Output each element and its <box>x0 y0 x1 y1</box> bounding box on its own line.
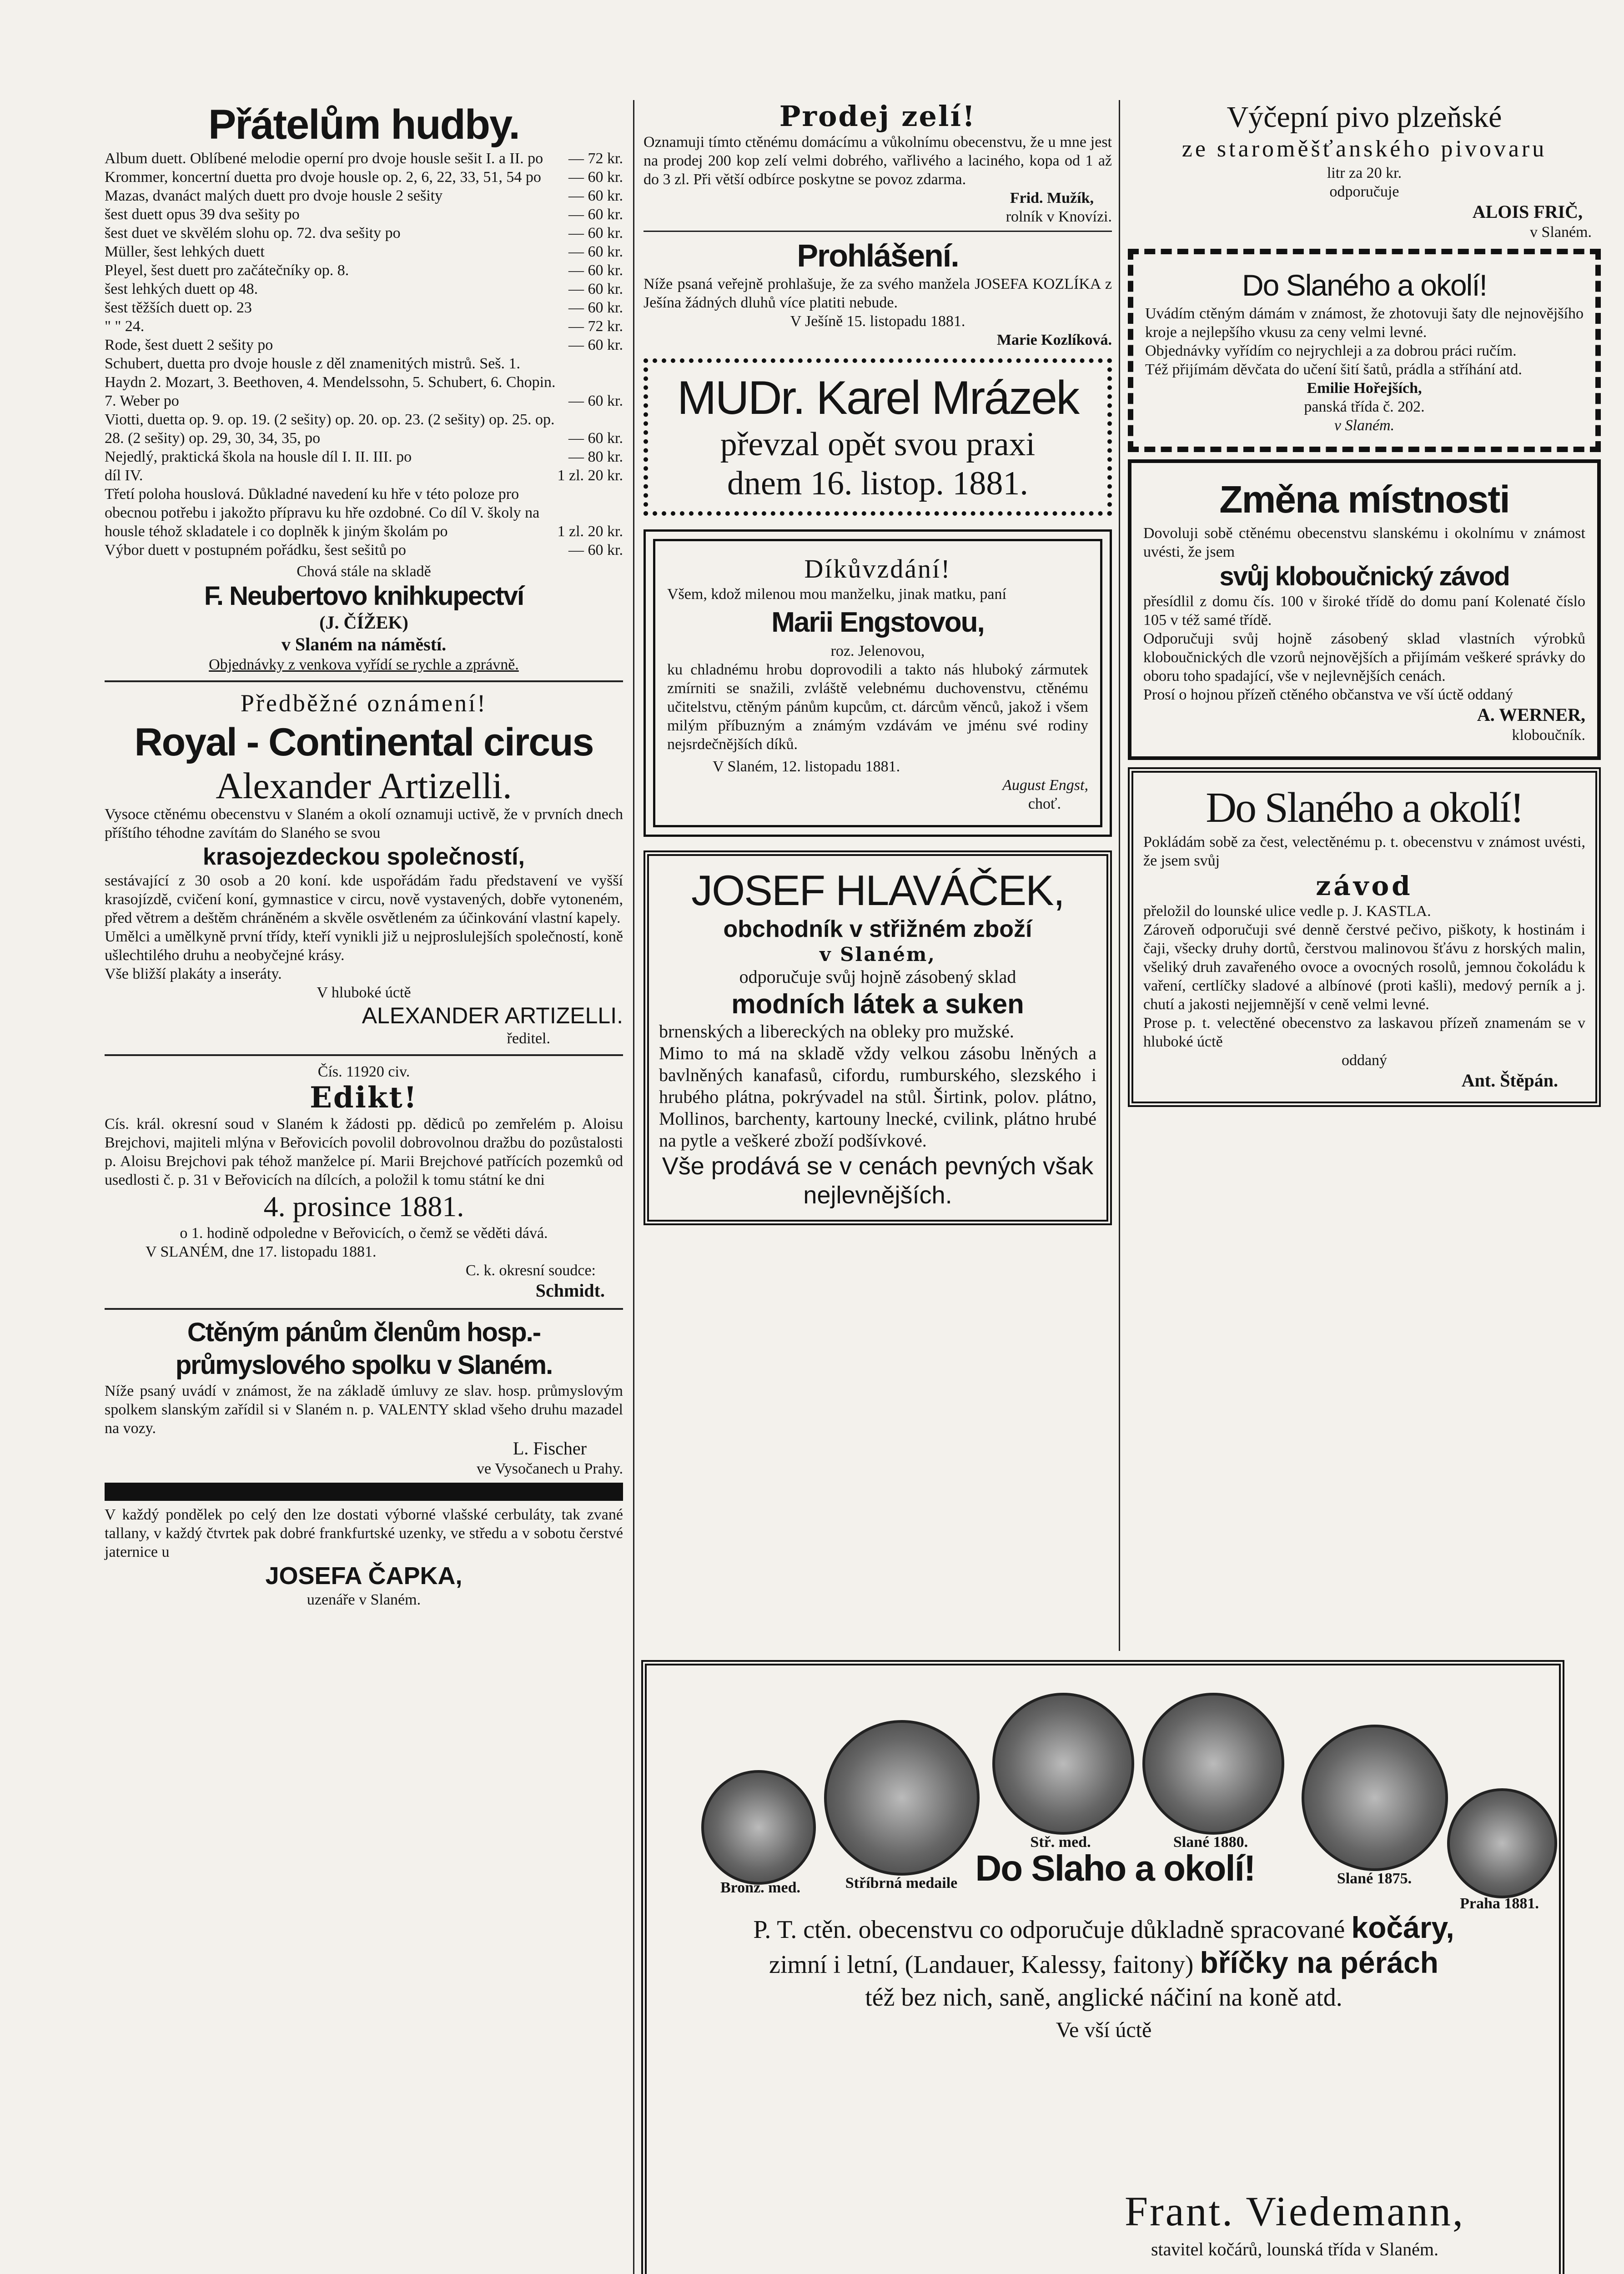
slane-1880-medal-icon <box>1142 1693 1284 1835</box>
move-intro: Dovoluji sobě ctěnému obecenstvu slanskému i okolnímu v známost uvésti, že jsem <box>1143 525 1585 560</box>
wagon-greet: Ve vší úctě <box>1056 2018 1152 2042</box>
price-item-title: šest těžších duett op. 23 <box>105 299 252 316</box>
move-body2: Odporučuji svůj hojně zásobený sklad vlastních výrobků kloboučnických dle vzorů nejnovějších a přijímám veškeré správky do oboru toho spadající, vše v nejlevnějších cenách. <box>1143 630 1585 684</box>
hlavacek-close: Vše prodává se v cenách pevných však nejlevnějších. <box>662 1152 1094 1209</box>
union-place: ve Vysočanech u Prahy. <box>477 1460 623 1477</box>
circus-role: ředitel. <box>507 1030 550 1047</box>
price-item <box>105 466 623 485</box>
column-rule-2 <box>1119 100 1120 1651</box>
doctor-line1: převzal opět svou praxi <box>720 426 1036 463</box>
price-item-price: — 60 kr. <box>568 430 623 447</box>
price-item-price: 1 zl. 20 kr. <box>557 523 623 540</box>
price-item-title: " " 24. <box>105 318 145 335</box>
label-praha: Praha 1881. <box>1460 1895 1539 1912</box>
cabbage-signature: Frid. Mužík, <box>1010 190 1094 206</box>
divider <box>644 231 1112 232</box>
wagon-line3: též bez nich, saně, anglické náčiní na koně atd. <box>865 1983 1342 2012</box>
ad-title: Přátelům hudby. <box>208 101 519 148</box>
wagon-body <box>674 1911 1533 2047</box>
black-bar <box>105 1483 623 1501</box>
price-item-title: díl IV. <box>105 467 143 484</box>
thanks-intro: Všem, kdož milenou mou manželku, jinak matku, paní <box>667 586 1006 603</box>
butcher-role: uzenáře v Slaném. <box>307 1591 421 1608</box>
price-item <box>105 354 623 410</box>
price-item-price: — 80 kr. <box>568 448 623 465</box>
hlavacek-name: JOSEF HLAVÁČEK, <box>691 866 1064 914</box>
hlavacek-role: obchodník v střižném zboží <box>723 916 1032 942</box>
circus-more: Vše bližší plakáty a inseráty. <box>105 966 282 982</box>
ad-union <box>105 1316 623 1478</box>
price-item <box>105 205 623 224</box>
price-item <box>105 448 623 466</box>
wagon-signature: Frant. Viedemann, <box>1124 2188 1465 2234</box>
price-item-price: — 60 kr. <box>568 281 623 297</box>
beer-title2: ze staroměšťanského pivovaru <box>1182 136 1547 162</box>
edict-judge: C. k. okresní soudce: <box>465 1262 596 1279</box>
thanks-body: ku chladnému hrobu doprovodili a takto nás hluboký zármutek zmírniti se snažili, zvláště velebnému duchovenstvu, ctěnému učitelstvu, ctěným pánům kupcům, ct. dárcům věnců, jakož i všem milým příbuzným a známým vzdávám ve jménu své rodiny nejsrdečnějších díků. <box>667 661 1088 753</box>
thanks-title: Díkůvzdání! <box>804 554 951 584</box>
bronze-medal-icon <box>701 1770 816 1885</box>
circus-owner: Alexander Artizelli. <box>216 765 512 806</box>
price-item-title: Rode, šest duett 2 sešity po <box>105 337 273 353</box>
divider <box>105 680 623 682</box>
column-middle <box>644 100 1112 1225</box>
ad-beer <box>1128 100 1601 241</box>
price-item <box>105 410 623 448</box>
thanks-signature: August Engst, <box>1002 777 1088 794</box>
price-item <box>105 261 623 280</box>
ad-wagons <box>641 1660 1564 2274</box>
edict-number: Čís. 11920 civ. <box>317 1063 410 1080</box>
edict-judge-name: Schmidt. <box>535 1280 605 1301</box>
price-item-price: 1 zl. 20 kr. <box>557 467 623 484</box>
cabbage-title: Prodej zelí! <box>779 100 976 133</box>
ad-cabbage <box>644 100 1112 226</box>
hlavacek-body2: Mimo to má na skladě vždy velkou zásobu lněných a bavlněných kanafasů, cifordu, rumburského, slezského i hrubého plátna, pokrývadel na stůl. Širtink, polov. plátno, Mollinos, barchenty, kartouny lnecké, cvilink, plátno hrubé na pytle a veškeré zboží podšívkové. <box>659 1043 1096 1151</box>
price-item-price: — 60 kr. <box>568 262 623 279</box>
divider <box>105 1054 623 1056</box>
declaration-signature: Marie Kozlíková. <box>996 332 1112 348</box>
hlavacek-recommend: odporučuje svůj hojně zásobený sklad <box>739 966 1016 987</box>
beer-recommend: odporučuje <box>1329 183 1399 200</box>
price-item-title: Výbor duett v postupném pořádku, šest sešitů po <box>105 542 406 558</box>
price-item <box>105 242 623 261</box>
price-item <box>105 541 623 559</box>
circus-greet: V hluboké úctě <box>317 984 411 1001</box>
label-silver-med: Stř. med. <box>1030 1834 1091 1851</box>
move-title: Změna místnosti <box>1219 478 1509 521</box>
price-list <box>105 149 623 559</box>
union-title: Ctěným pánům členům hosp.-průmyslového spolku v Slaném. <box>175 1318 553 1380</box>
beer-place: v Slaném. <box>1530 224 1592 241</box>
wagon-line2: zimní i letní, (Landauer, Kalessy, faitony) <box>769 1951 1194 1979</box>
cabbage-body: Oznamuji tímto ctěnému domácímu a vůkolnímu obecenstvu, že u mne jest na prodej 200 kop zelí velmi dobrého, vařlivého a laciného, kopa od 1 až do 3 zl. Při větší odbírce poskytne se povoz zdarma. <box>644 134 1112 188</box>
ad-declaration <box>644 236 1112 349</box>
price-item <box>105 168 623 186</box>
price-item-title: Müller, šest lehkých duett <box>105 243 265 260</box>
ad-baker <box>1128 767 1601 1107</box>
label-slane-1875: Slané 1875. <box>1337 1870 1412 1887</box>
price-item-price: — 60 kr. <box>568 187 623 204</box>
pre-announcement: Předběžné oznámení! <box>240 689 488 717</box>
price-item <box>105 186 623 205</box>
circus-artists: Umělci a umělkyně první třídy, kteří vynikli již u nejproslulejších společností, koně ušlechtilého druhu a neobyčejné krásy. <box>105 928 623 964</box>
tailor-body: Uvádím ctěným dámám v známost, že zhotovuji šaty dle nejnovějšího kroje a nejlepšího vkusu za ceny velmi levné. <box>1145 305 1584 341</box>
move-signature: A. WERNER, <box>1477 704 1585 725</box>
price-item-price: — 60 kr. <box>568 243 623 260</box>
ad-tailor <box>1128 249 1601 452</box>
doctor-name: MUDr. Karel Mrázek <box>677 372 1079 424</box>
price-item <box>105 298 623 317</box>
ad-edict <box>105 1062 623 1302</box>
thanks-role: choť. <box>1028 795 1061 812</box>
circus-title: Royal - Continental circus <box>134 720 593 764</box>
thanks-nee: roz. Jelenovou, <box>830 643 925 659</box>
wagon-title: Do Slaho a okolí! <box>975 1848 1255 1888</box>
ad-hlavacek <box>644 850 1112 1225</box>
baker-body: Zároveň odporučuji své denně čerstvé pečivo, piškoty, k hostinám i čaji, všecky druhy dortů, čerstvou malinovou šťávu z horských malin, všeliký druh zavařeného ovoce a ovocných rosolů, jemnou čokoládu k vaření, certlíčky sladové a albínové (proti kašli), medový perník a j. chutí a jakosti nejjemnější v ceně velmi levné. <box>1143 921 1585 1013</box>
orders-note: Objednávky z venkova vyřídí se rychle a zprávně. <box>209 656 519 673</box>
ad-doctor <box>644 358 1112 516</box>
butcher-name: JOSEFA ČAPKA, <box>265 1562 463 1590</box>
price-item <box>105 336 623 354</box>
move-big: svůj kloboučnický závod <box>1219 562 1509 591</box>
circus-body: sestávající z 30 osob a 20 koní. kde uspořádám řadu představení ve vyšší krasojízdě, cvičení koní, gymnastice v circu, nově vystavených, dobře vytoneném, před větrem a deštěm chráněném a skvěle osvětleném za účinkování vlastní kapely. <box>105 872 623 926</box>
price-item-price: — 60 kr. <box>568 392 623 409</box>
baker-moved: přeložil do lounské ulice vedle p. J. KASTLA. <box>1143 903 1431 920</box>
baker-business: závod <box>1316 870 1413 901</box>
circus-company: krasojezdeckou společností, <box>202 844 525 870</box>
price-item-title: Viotti, duetta op. 9. op. 19. (2 sešity) op. 20. op. 23. (2 sešity) op. 25. op. 28. (2 sešity) op. 29, 30, 34, 35, po <box>105 411 555 447</box>
declaration-date: V Ješíně 15. listopadu 1881. <box>790 313 965 330</box>
hlavacek-body1: brnenských a libereckých na obleky pro mužské. <box>659 1021 1014 1041</box>
price-item-price: — 60 kr. <box>568 225 623 241</box>
price-item-title: Pleyel, šest duett pro začátečníky op. 8. <box>105 262 349 279</box>
label-slane-1880: Slané 1880. <box>1173 1834 1248 1851</box>
price-item-price: — 60 kr. <box>568 299 623 316</box>
thanks-name: Marii Engstovou, <box>771 607 984 638</box>
ad-thanks <box>644 529 1112 837</box>
price-item <box>105 280 623 298</box>
ad-butcher <box>105 1505 623 1609</box>
column-right <box>1128 100 1601 1107</box>
price-item-price: — 72 kr. <box>568 318 623 335</box>
cabbage-place: rolník v Knovízi. <box>1006 208 1112 225</box>
column-rule-1 <box>633 100 634 2274</box>
note: Chová stále na skladě <box>297 563 431 580</box>
circus-signature: ALEXANDER ARTIZELLI. <box>362 1003 623 1028</box>
edict-title: Edikt! <box>310 1081 418 1115</box>
baker-signature: Ant. Štěpán. <box>1461 1070 1558 1091</box>
price-item-title: Mazas, dvanáct malých duett pro dvoje housle 2 sešity <box>105 187 443 204</box>
price-item-title: Krommer, koncertní duetta pro dvoje housle op. 2, 6, 22, 33, 51, 54 po <box>105 169 541 186</box>
price-item <box>105 317 623 336</box>
beer-price: litr za 20 kr. <box>1327 165 1402 181</box>
union-body: Níže psaný uvádí v známost, že na základě úmluvy ze slav. hosp. průmyslovým spolkem slanským zařídil si v Slaném n. p. VALENTY sklad všeho druhu mazadel na vozy. <box>105 1383 623 1437</box>
tailor-place: v Slaném. <box>1334 417 1395 434</box>
ad-friends-of-music <box>105 100 623 674</box>
price-item-title: šest duet ve skvělém slohu op. 72. dva sešity po <box>105 225 401 241</box>
price-item-title: šest lehkých duett op 48. <box>105 281 258 297</box>
price-item-price: — 60 kr. <box>568 169 623 186</box>
newspaper-page <box>50 82 1592 2274</box>
wagon-line1: P. T. ctěn. obecenstvu co odporučuje důkladně spracované <box>753 1916 1345 1944</box>
price-item-price: — 60 kr. <box>568 542 623 558</box>
tailor-orders: Objednávky vyřídím co nejrychleji a za dobrou práci ručím. <box>1145 342 1517 359</box>
label-silver: Stříbrná medaile <box>845 1875 958 1892</box>
tailor-title: Do Slaného a okolí! <box>1242 268 1487 302</box>
tailor-signature: Emilie Hořejších, <box>1307 380 1422 397</box>
thanks-frame <box>653 539 1102 827</box>
declaration-body: Níže psaná veřejně prohlašuje, že za svého manžela JOSEFA KOZLÍKA z Ješína žádných dluhů více platiti nebude. <box>644 276 1112 311</box>
medal-icon <box>992 1693 1134 1835</box>
praha-1881-medal-icon <box>1447 1788 1557 1898</box>
move-role: kloboučník. <box>1512 727 1585 744</box>
baker-ask: Prose p. t. velectěné obecenstvo za laskavou přízeň znamenám se v hluboké úctě <box>1143 1015 1585 1050</box>
tailor-address: panská třída č. 202. <box>1304 398 1425 415</box>
label-bronze: Bronz. med. <box>720 1879 800 1896</box>
price-item-price: — 60 kr. <box>568 337 623 353</box>
shop-owner: (J. ČÍŽEK) <box>319 612 408 633</box>
wagon-springs: bříčky na pérách <box>1200 1946 1438 1979</box>
circus-intro: Vysoce ctěnému obecenstvu v Slaném a okolí oznamuji uctivě, že v prvních dnech příštího téhodne zavítám do Slaného se svou <box>105 806 623 841</box>
price-item <box>105 485 623 541</box>
ad-move <box>1128 459 1601 760</box>
baker-title: Do Slaného a okolí! <box>1206 784 1523 831</box>
column-left <box>105 100 623 1609</box>
hlavacek-goods: modních látek a suken <box>731 989 1024 1019</box>
butcher-body: V každý pondělek po celý den lze dostati výborné vlašské cerbuláty, tak zvané tallany, v každý čtvrtek pak dobré frankfurtské uzenky, ve středu a v sobotu čerstvé jaternice u <box>105 1506 623 1560</box>
move-ask: Prosí o hojnou přízeň ctěného občanstva ve vší úctě oddaný <box>1143 686 1513 703</box>
price-item-title: Třetí poloha houslová. Důkladné navedení ku hře v této poloze pro obecnou potřebu i jakožto přípravu ku hře ozdobné. Co díl V. školy na housle téhož skladatele i co doplněk k jiným školám po <box>105 486 540 540</box>
shop-name: F. Neubertovo knihkupectví <box>204 581 524 611</box>
price-item-title: Schubert, duetta pro dvoje housle z děl znamenitých mistrů. Seš. 1. Haydn 2. Mozart, 3. Beethoven, 4. Mendelssohn, 5. Schubert, 6. Chopin. 7. Weber po <box>105 355 556 409</box>
baker-close: oddaný <box>1341 1052 1388 1069</box>
price-item-title: Album duett. Oblíbené melodie operní pro dvoje housle sešit I. a II. po <box>105 150 543 167</box>
beer-title1: Výčepní pivo plzeňské <box>1227 101 1502 134</box>
declaration-title: Prohlášení. <box>797 238 959 273</box>
wagon-role: stavitel kočárů, lounská třída v Slaném. <box>1151 2239 1439 2259</box>
union-signature: L. Fischer <box>513 1438 587 1459</box>
doctor-line2: dnem 16. listop. 1881. <box>727 465 1028 502</box>
price-item-price: — 60 kr. <box>568 206 623 223</box>
price-item-title: šest duett opus 39 dva sešity po <box>105 206 300 223</box>
price-item <box>105 149 623 168</box>
shop-place: v Slaném na náměstí. <box>281 634 447 654</box>
baker-intro: Pokládám sobě za čest, velectěnému p. t. obecenstvu v známost uvésti, že jsem svůj <box>1143 834 1585 869</box>
thanks-date: V Slaném, 12. listopadu 1881. <box>713 758 900 775</box>
slane-1875-medal-icon <box>1302 1725 1448 1871</box>
ad-circus <box>105 689 623 1048</box>
price-item-title: Nejedlý, praktická škola na housle díl I. II. III. po <box>105 448 412 465</box>
price-item <box>105 224 623 242</box>
divider <box>105 1308 623 1310</box>
hlavacek-place: v Slaném, <box>820 943 936 966</box>
edict-body: Cís. král. okresní soud v Slaném k žádosti pp. dědiců po zemřelém p. Aloisu Brejchovi, majiteli mlýna v Beřovicích povolil dobrovolnou dražbu do pozůstalosti p. Aloisu Brejchovi pak téhož manželce pí. Marii Brejchové patřících pozemků od usedlosti č. p. 31 v Beřovicích na dílcích, a položil k tomu státní ke dni <box>105 1116 623 1188</box>
price-item-price: — 72 kr. <box>568 150 623 167</box>
tailor-girls: Též přijímám děvčata do učení šití šatů, prádla a stříhání atd. <box>1145 361 1522 378</box>
edict-place: V SLANÉM, dne 17. listopadu 1881. <box>146 1243 377 1260</box>
beer-signature: ALOIS FRIČ, <box>1472 201 1583 222</box>
edict-time: o 1. hodině odpoledne v Beřovicích, o čemž se věděti dává. <box>180 1225 548 1242</box>
edict-date: 4. prosince 1881. <box>263 1190 464 1223</box>
move-body: přesídlil z domu čís. 100 v široké třídě do domu paní Kolenaté číslo 105 v též samé třídě. <box>1143 593 1585 629</box>
wagon-carriages: kočáry, <box>1351 1911 1454 1944</box>
